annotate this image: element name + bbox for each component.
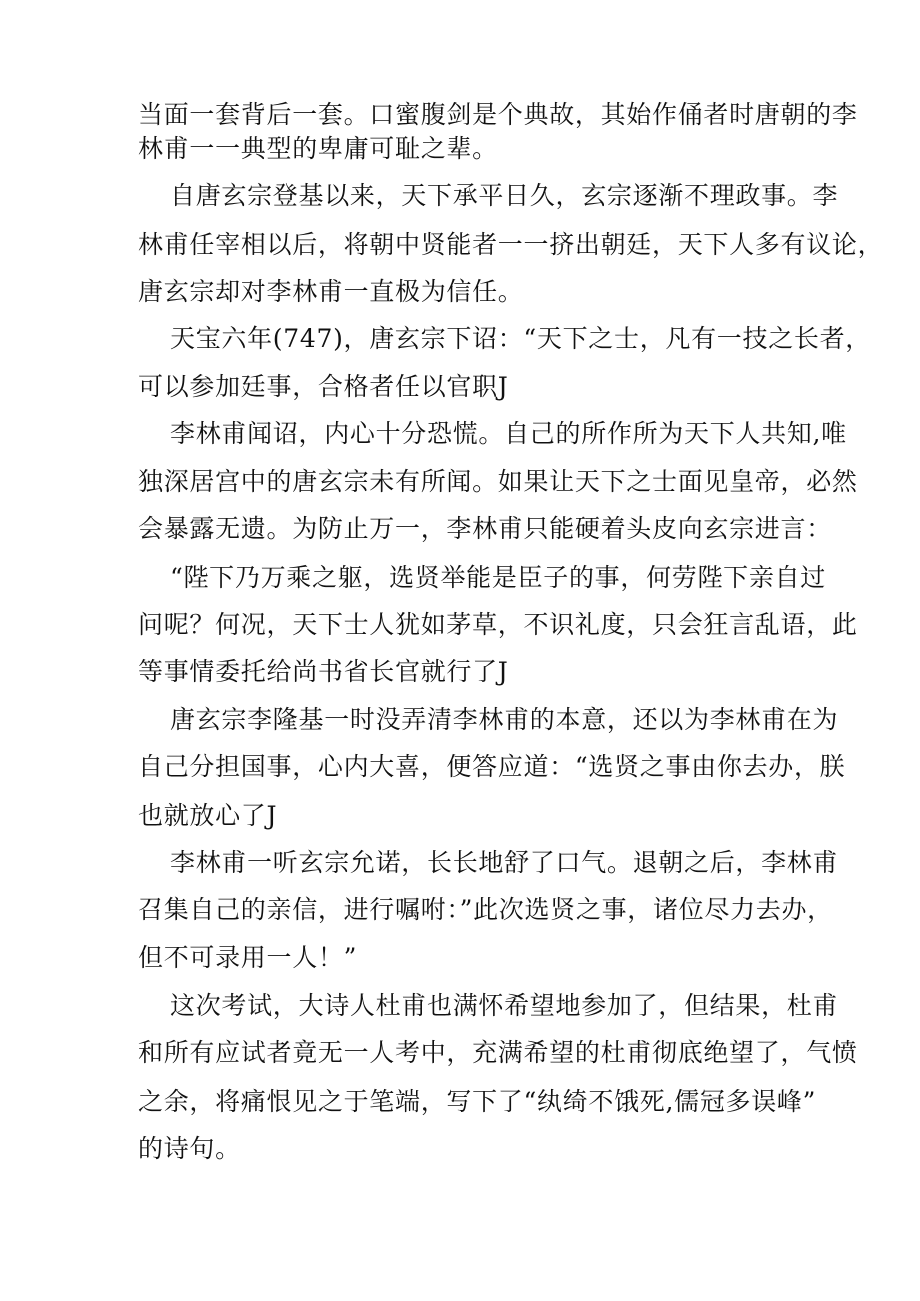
paragraph-4-line-2: 独深居宫中的唐玄宗未有所闻。如果让天下之士面见皇帝，必然 <box>138 467 858 496</box>
paragraph-5-line-1: “陛下乃万乘之躯，选贤举能是臣子的事，何劳陛下亲自过 <box>170 563 826 592</box>
paragraph-8-line-1: 这次考试，大诗人杜甫也满怀希望地参加了，但结果，杜甫 <box>170 991 839 1020</box>
paragraph-4-line-1: 李林甫闻诏，内心十分恐慌。自己的所作所为天下人共知,唯 <box>170 419 847 448</box>
paragraph-8-line-3: 之余，将痛恨见之于笔端，写下了“纨绮不饿死,儒冠多误峰” <box>138 1087 817 1116</box>
paragraph-2-line-1: 自唐玄宗登基以来，天下承平日久，玄宗逐渐不理政事。李 <box>170 181 839 210</box>
paragraph-6-line-2: 自己分担国事，心内大喜，便答应道：“选贤之事由你去办，朕 <box>138 752 846 781</box>
paragraph-6-line-3: 也就放心了J <box>138 801 278 830</box>
paragraph-4-line-3: 会暴露无遗。为防止万一，李林甫只能硬着头皮向玄宗进言： <box>138 514 832 543</box>
paragraph-1-line-1: 当面一套背后一套。口蜜腹剑是个典故，其始作俑者时唐朝的李 <box>138 100 858 129</box>
paragraph-2-line-2: 林甫任宰相以后，将朝中贤能者一一挤出朝廷，天下人多有议论， <box>138 230 884 259</box>
paragraph-7-line-2: 召集自己的亲信，进行嘱咐：”此次选贤之事，诸位尽力去办， <box>138 895 833 924</box>
paragraph-5-line-3: 等事情委托给尚书省长官就行了J <box>138 657 509 686</box>
paragraph-3-line-2: 可以参加廷事，合格者任以官职J <box>138 372 509 401</box>
paragraph-1-line-2: 林甫一一典型的卑庸可耻之辈。 <box>138 134 498 163</box>
paragraph-8-line-4: 的诗句。 <box>138 1134 241 1163</box>
paragraph-3-line-1: 天宝六年(747)，唐玄宗下诏：“天下之士，凡有一技之长者， <box>170 324 872 353</box>
paragraph-2-line-3: 唐玄宗却对李林甫一直极为信任。 <box>138 277 524 306</box>
paragraph-7-line-3: 但不可录用一人！” <box>138 943 358 972</box>
paragraph-8-line-2: 和所有应试者竟无一人考中，充满希望的杜甫彻底绝望了，气愤 <box>138 1038 858 1067</box>
paragraph-7-line-1: 李林甫一听玄宗允诺，长长地舒了口气。退朝之后，李林甫 <box>170 848 839 877</box>
paragraph-5-line-2: 问呢？何况，天下士人犹如茅草，不识礼度，只会狂言乱语，此 <box>138 610 858 639</box>
paragraph-6-line-1: 唐玄宗李隆基一时没弄清李林甫的本意，还以为李林甫在为 <box>170 705 839 734</box>
